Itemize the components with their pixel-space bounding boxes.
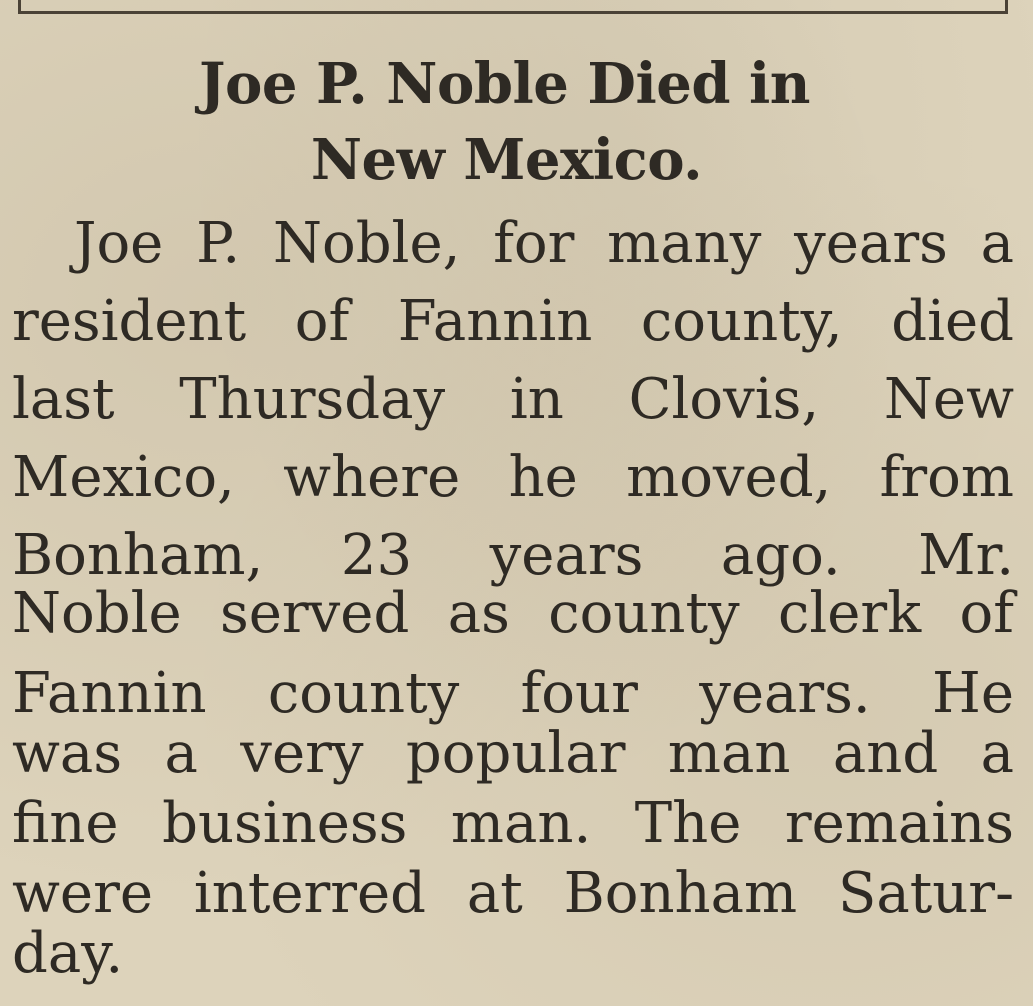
article-line: Noble served as county clerk of <box>12 581 1014 646</box>
top-border-right <box>1005 0 1008 12</box>
article-line: resident of Fannin county, died <box>12 289 1014 354</box>
article-line: last Thursday in Clovis, New <box>12 367 1014 432</box>
article-line: day. <box>12 921 124 986</box>
article-line: Mexico, where he moved, from <box>12 445 1014 510</box>
article-line: was a very popular man and a <box>12 721 1014 786</box>
article-line: Bonham, 23 years ago. Mr. <box>12 523 1014 588</box>
article-line: fine business man. The remains <box>12 791 1014 856</box>
article-line: were interred at Bonham Satur- <box>12 861 1014 926</box>
article-line: Fannin county four years. He <box>12 661 1014 726</box>
headline-line-2: New Mexico. <box>310 127 703 193</box>
article-line: Joe P. Noble, for many years a <box>74 211 1014 276</box>
headline-line-1: Joe P. Noble Died in <box>198 51 810 117</box>
top-border-rule <box>18 11 1008 14</box>
